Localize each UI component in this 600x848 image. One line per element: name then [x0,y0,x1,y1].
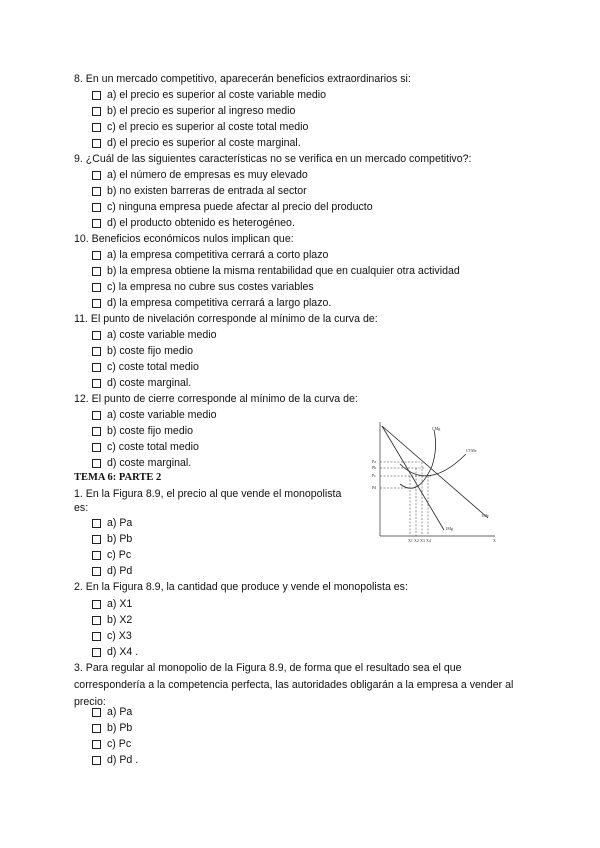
ctme-label: CTMe [466,448,477,453]
checkbox-icon[interactable] [92,123,101,132]
option-label: a) el número de empresas es muy elevado [107,169,308,181]
x2-label: X2 [414,538,419,543]
section-title: TEMA 6: PARTE 2 [74,472,162,483]
option-label: a) coste variable medio [107,409,217,421]
tema6-question-1: 1. En la Figura 8.9, el precio al que vende el monopolista es: [74,488,342,514]
option-label: d) Pd [107,565,133,577]
marginal-revenue-curve [382,426,444,530]
checkbox-icon[interactable] [92,551,101,560]
checkbox-icon[interactable] [92,519,101,528]
checkbox-icon[interactable] [92,203,101,212]
question-8: 8. En un mercado competitivo, aparecerán beneficios extraordinarios si: [74,73,411,85]
checkbox-icon[interactable] [92,267,101,276]
q12-option-b[interactable] [92,424,193,438]
t3-option-b[interactable] [92,721,132,735]
q10-option-c[interactable] [92,280,314,294]
q9-option-d[interactable] [92,216,295,230]
option-label: d) coste marginal. [107,457,192,469]
q10-option-a[interactable] [92,248,328,262]
marginal-cost-curve [400,430,436,488]
q9-option-c[interactable] [92,200,373,214]
checkbox-icon[interactable] [92,427,101,436]
option-label: a) coste variable medio [107,329,217,341]
checkbox-icon[interactable] [92,347,101,356]
ime-label: IMe [482,513,489,518]
q12-option-a[interactable] [92,408,217,422]
tema6-question-3: 3. Para regular al monopolio de la Figura 8.9, de forma que el resultado sea el que correspondería a la competencia perfecta, las autoridades obligarán a la empresa a vender al precio: [74,662,514,708]
t1-option-b[interactable] [92,532,132,546]
checkbox-icon[interactable] [92,299,101,308]
checkbox-icon[interactable] [92,379,101,388]
checkbox-icon[interactable] [92,724,101,733]
q11-option-d[interactable] [92,376,191,390]
pb-label: Pb [372,465,377,470]
option-label: b) X2 [107,614,133,626]
checkbox-icon[interactable] [92,91,101,100]
x3-label: X3 [420,538,425,543]
q10-option-b[interactable] [92,264,460,278]
img-label: IMg [446,526,453,531]
checkbox-icon[interactable] [92,107,101,116]
q8-option-c[interactable] [92,120,308,134]
x4-label: X4 [426,538,431,543]
q8-option-a[interactable] [92,88,326,102]
option-label: b) Pb [107,722,133,734]
option-label: d) la empresa competitiva cerrará a largo plazo. [107,297,332,309]
q11-option-a[interactable] [92,328,217,342]
checkbox-icon[interactable] [92,187,101,196]
q8-option-b[interactable] [92,104,295,118]
checkbox-icon[interactable] [92,567,101,576]
checkbox-icon[interactable] [92,411,101,420]
option-label: b) la empresa obtiene la misma rentabilidad que en cualquier otra actividad [107,265,460,277]
q9-option-b[interactable] [92,184,307,198]
question-10: 10. Beneficios económicos nulos implican que: [74,233,294,245]
option-label: d) el producto obtenido es heterogéneo. [107,217,295,229]
monopoly-figure [370,418,500,546]
option-label: d) coste marginal. [107,377,192,389]
checkbox-icon[interactable] [92,443,101,452]
option-label: a) el precio es superior al coste variable medio [107,89,327,101]
q12-option-d[interactable] [92,456,191,470]
tema6-question-2: 2. En la Figura 8.9, la cantidad que produce y vende el monopolista es: [74,581,408,593]
checkbox-icon[interactable] [92,219,101,228]
checkbox-icon[interactable] [92,363,101,372]
cmg-label: CMg [432,426,441,431]
checkbox-icon[interactable] [92,459,101,468]
option-label: d) X4 . [107,646,139,658]
t3-option-a[interactable] [92,705,132,719]
question-12: 12. El punto de cierre corresponde al mínimo de la curva de: [74,393,358,405]
option-label: c) X3 [107,630,132,642]
option-label: c) coste total medio [107,361,199,373]
checkbox-icon[interactable] [92,251,101,260]
checkbox-icon[interactable] [92,139,101,148]
q10-option-d[interactable] [92,296,331,310]
option-label: c) Pc [107,549,132,561]
checkbox-icon[interactable] [92,616,101,625]
q9-option-a[interactable] [92,168,308,182]
option-label: a) Pa [107,706,133,718]
t1-option-d[interactable] [92,564,132,578]
option-label: d) Pd . [107,754,139,766]
q11-option-c[interactable] [92,360,199,374]
checkbox-icon[interactable] [92,756,101,765]
option-label: b) no existen barreras de entrada al sector [107,185,307,197]
option-label: c) ninguna empresa puede afectar al precio del producto [107,201,373,213]
option-label: d) el precio es superior al coste marginal. [107,137,301,149]
checkbox-icon[interactable] [92,648,101,657]
pc-label: Pc [372,473,376,478]
pa-label: Pa [372,459,376,464]
question-9: 9. ¿Cuál de las siguientes características no se verifica en un mercado competitivo?: [74,153,472,165]
option-label: a) Pa [107,517,133,529]
pd-label: Pd [372,485,377,490]
checkbox-icon[interactable] [92,331,101,340]
checkbox-icon[interactable] [92,600,101,609]
checkbox-icon[interactable] [92,283,101,292]
option-label: b) coste fijo medio [107,425,193,437]
checkbox-icon[interactable] [92,632,101,641]
option-label: c) coste total medio [107,441,199,453]
t3-option-d[interactable] [92,753,138,767]
q11-option-b[interactable] [92,344,193,358]
t2-option-d[interactable] [92,645,138,659]
q8-option-d[interactable] [92,136,301,150]
checkbox-icon[interactable] [92,708,101,717]
option-label: a) X1 [107,598,133,610]
option-label: b) el precio es superior al ingreso medio [107,105,296,117]
demand-curve [382,426,488,518]
t1-option-c[interactable] [92,548,131,562]
checkbox-icon[interactable] [92,535,101,544]
option-label: c) el precio es superior al coste total medio [107,121,309,133]
t1-option-a[interactable] [92,516,132,530]
t2-option-c[interactable] [92,629,132,643]
t2-option-b[interactable] [92,613,132,627]
option-label: b) Pb [107,533,133,545]
checkbox-icon[interactable] [92,740,101,749]
option-label: c) la empresa no cubre sus costes variables [107,281,314,293]
option-label: a) la empresa competitiva cerrará a corto plazo [107,249,329,261]
x1-label: X1 [408,538,413,543]
t2-option-a[interactable] [92,597,132,611]
q12-option-c[interactable] [92,440,199,454]
question-11: 11. El punto de nivelación corresponde al mínimo de la curva de: [74,313,378,325]
option-label: c) Pc [107,738,132,750]
option-label: b) coste fijo medio [107,345,193,357]
x-axis-label: X [493,538,496,543]
checkbox-icon[interactable] [92,171,101,180]
t3-option-c[interactable] [92,737,131,751]
